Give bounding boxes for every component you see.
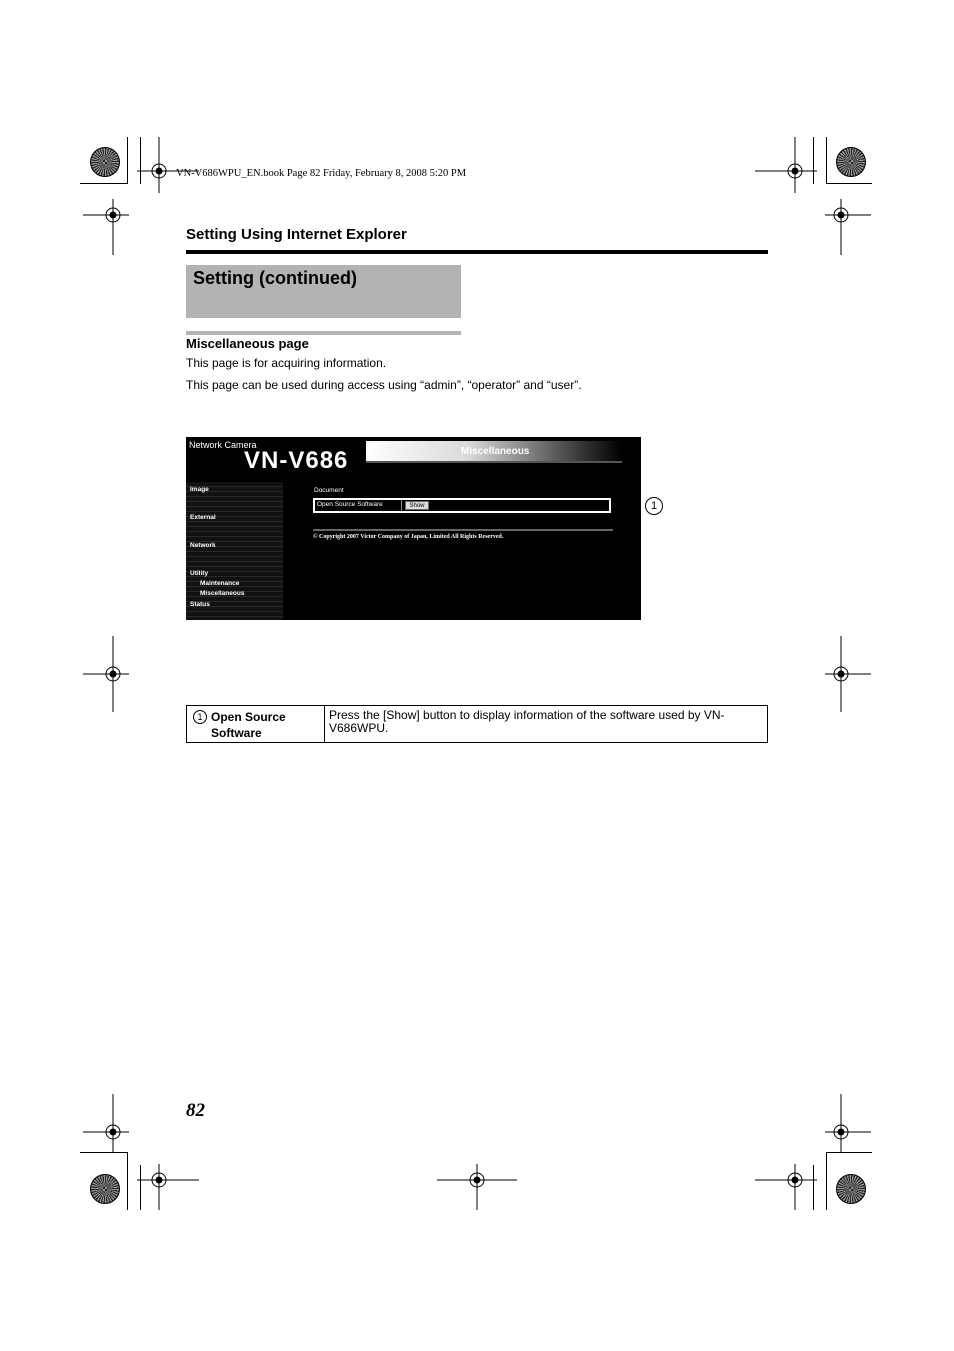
open-source-label: Open Source Software: [317, 501, 383, 508]
book-header: VN-V686WPU_EN.book Page 82 Friday, February 8, 2008 5:20 PM: [176, 168, 467, 179]
table-description: Press the [Show] button to display information of the software used by VN-V686WPU.: [329, 708, 725, 735]
section-rule: [186, 250, 768, 254]
nav-network[interactable]: Network: [190, 542, 216, 549]
sub-heading: Miscellaneous page: [186, 336, 309, 351]
section-title: Setting Using Internet Explorer: [186, 226, 407, 243]
description-table: [186, 705, 768, 743]
page-number: 82: [186, 1100, 205, 1121]
screenshot-banner-label: Miscellaneous: [461, 446, 530, 457]
show-button[interactable]: Show: [405, 501, 429, 510]
camera-ui-screenshot: [186, 437, 641, 620]
nav-status[interactable]: Status: [190, 601, 210, 608]
table-row-number: 1: [193, 710, 207, 724]
callout-leader: [613, 505, 641, 508]
paragraph: This page is for acquiring information.: [186, 356, 387, 370]
callout-number: 1: [645, 497, 663, 515]
screenshot-sidebar: [186, 482, 283, 620]
nav-miscellaneous[interactable]: Miscellaneous: [200, 590, 245, 597]
row-divider: [401, 500, 402, 511]
title-box: [186, 265, 461, 318]
nav-external[interactable]: External: [190, 514, 216, 521]
document-section-label: Document: [314, 487, 344, 494]
nav-utility[interactable]: Utility: [190, 570, 209, 577]
table-term-cell: [187, 706, 325, 742]
screenshot-banner: [366, 441, 622, 461]
screenshot-banner-line: [366, 461, 622, 463]
screenshot-divider: [313, 529, 613, 531]
title-box-rule: [186, 331, 461, 335]
table-term: Open Source Software: [211, 710, 286, 740]
screenshot-model: VN-V686: [244, 447, 349, 474]
screenshot-copyright: © Copyright 2007 Victor Company of Japan, Limited All Rights Reserved.: [313, 534, 504, 540]
title-box-label: Setting (continued): [193, 268, 357, 288]
nav-image[interactable]: Image: [190, 486, 209, 493]
screenshot-brand: Network Camera: [189, 440, 257, 450]
nav-maintenance[interactable]: Maintenance: [200, 580, 240, 587]
paragraph: This page can be used during access using “admin”, “operator” and “user”.: [186, 378, 582, 392]
open-source-row: [313, 498, 611, 513]
